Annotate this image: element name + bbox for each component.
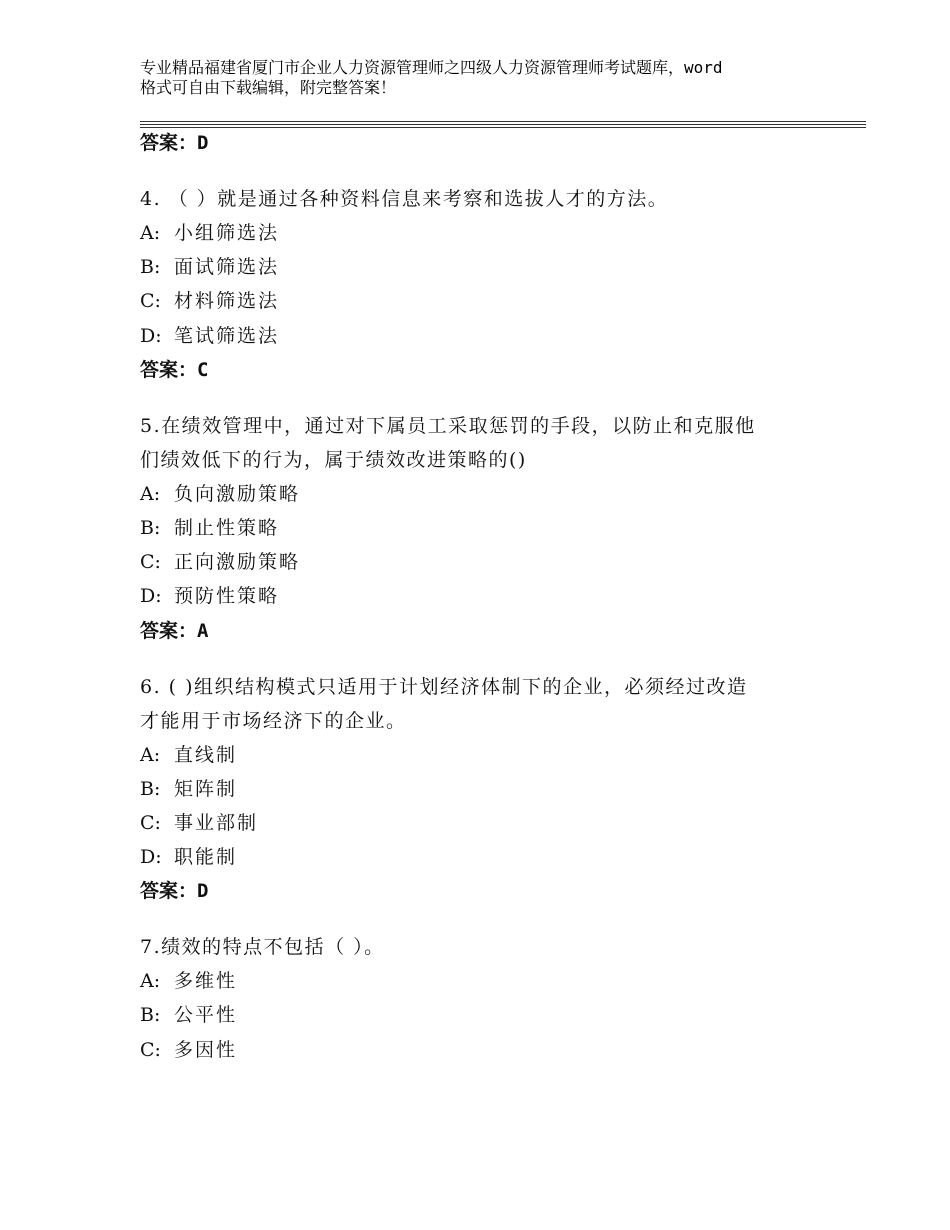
option-text: 矩阵制 (174, 777, 238, 800)
header-line-1: 专业精品福建省厦门市企业人力资源管理师之四级人力资源管理师考试题库，word (140, 58, 723, 77)
question-content (140, 126, 840, 1067)
header-rule-middle (140, 124, 866, 125)
option-d (140, 579, 840, 613)
option-a (140, 964, 840, 998)
option-letter: B: (140, 777, 161, 800)
option-c (140, 284, 840, 318)
option-text: 公平性 (174, 1004, 238, 1027)
question-5 (140, 409, 840, 648)
question-answer: 答案：D (140, 880, 209, 903)
question-text-continued: 才能用于市场经济下的企业。 (140, 709, 407, 732)
option-text: 材料筛选法 (174, 290, 280, 313)
option-b (140, 772, 840, 806)
option-text: 笔试筛选法 (174, 324, 280, 347)
option-letter: B: (140, 516, 161, 539)
option-a (140, 216, 840, 250)
option-c (140, 806, 840, 840)
option-letter: A: (140, 743, 161, 766)
option-text: 面试筛选法 (174, 256, 280, 279)
option-letter: D: (140, 846, 162, 869)
question-answer: 答案：C (140, 358, 209, 381)
option-d (140, 840, 840, 874)
page-header (140, 58, 840, 98)
option-text: 负向激励策略 (174, 482, 301, 505)
question-text: 7.绩效的特点不包括（ ）。 (140, 936, 385, 959)
previous-answer: 答案：D (140, 132, 209, 154)
option-letter: A: (140, 222, 161, 244)
option-a (140, 477, 840, 511)
option-letter: A: (140, 970, 161, 993)
option-text: 直线制 (174, 743, 238, 766)
option-b (140, 511, 840, 545)
option-text: 多维性 (174, 970, 238, 993)
header-line-2: 格式可自由下载编辑，附完整答案！ (140, 78, 397, 97)
option-letter: C: (140, 551, 161, 574)
option-letter: C: (140, 290, 161, 313)
question-text-continued: 们绩效低下的行为，属于绩效改进策略的() (140, 448, 527, 471)
option-d (140, 319, 840, 353)
option-text: 预防性策略 (174, 585, 280, 608)
question-text: 6. ( )组织结构模式只适用于计划经济体制下的企业，必须经过改造 (140, 675, 748, 698)
option-letter: B: (140, 1004, 161, 1027)
header-rule-top (140, 121, 866, 122)
option-text: 正向激励策略 (174, 551, 301, 574)
question-6 (140, 670, 840, 909)
option-text: 制止性策略 (174, 516, 280, 539)
question-text: 4. （ ）就是通过各种资料信息来考察和选拔人才的方法。 (140, 188, 669, 210)
option-text: 事业部制 (174, 811, 259, 834)
question-text: 5.在绩效管理中，通过对下属员工采取惩罚的手段，以防止和克服他 (140, 414, 756, 437)
option-letter: D: (140, 324, 162, 347)
question-7 (140, 930, 840, 1067)
option-c (140, 1033, 840, 1067)
option-b (140, 250, 840, 284)
option-letter: B: (140, 256, 161, 279)
option-letter: D: (140, 585, 162, 608)
option-letter: C: (140, 1038, 161, 1061)
option-b (140, 998, 840, 1032)
option-text: 小组筛选法 (174, 222, 280, 244)
option-letter: A: (140, 482, 161, 505)
option-a (140, 738, 840, 772)
option-letter: C: (140, 811, 161, 834)
option-text: 多因性 (174, 1038, 238, 1061)
option-c (140, 545, 840, 579)
question-4 (140, 182, 840, 387)
option-text: 职能制 (174, 846, 238, 869)
question-answer: 答案：A (140, 619, 209, 642)
